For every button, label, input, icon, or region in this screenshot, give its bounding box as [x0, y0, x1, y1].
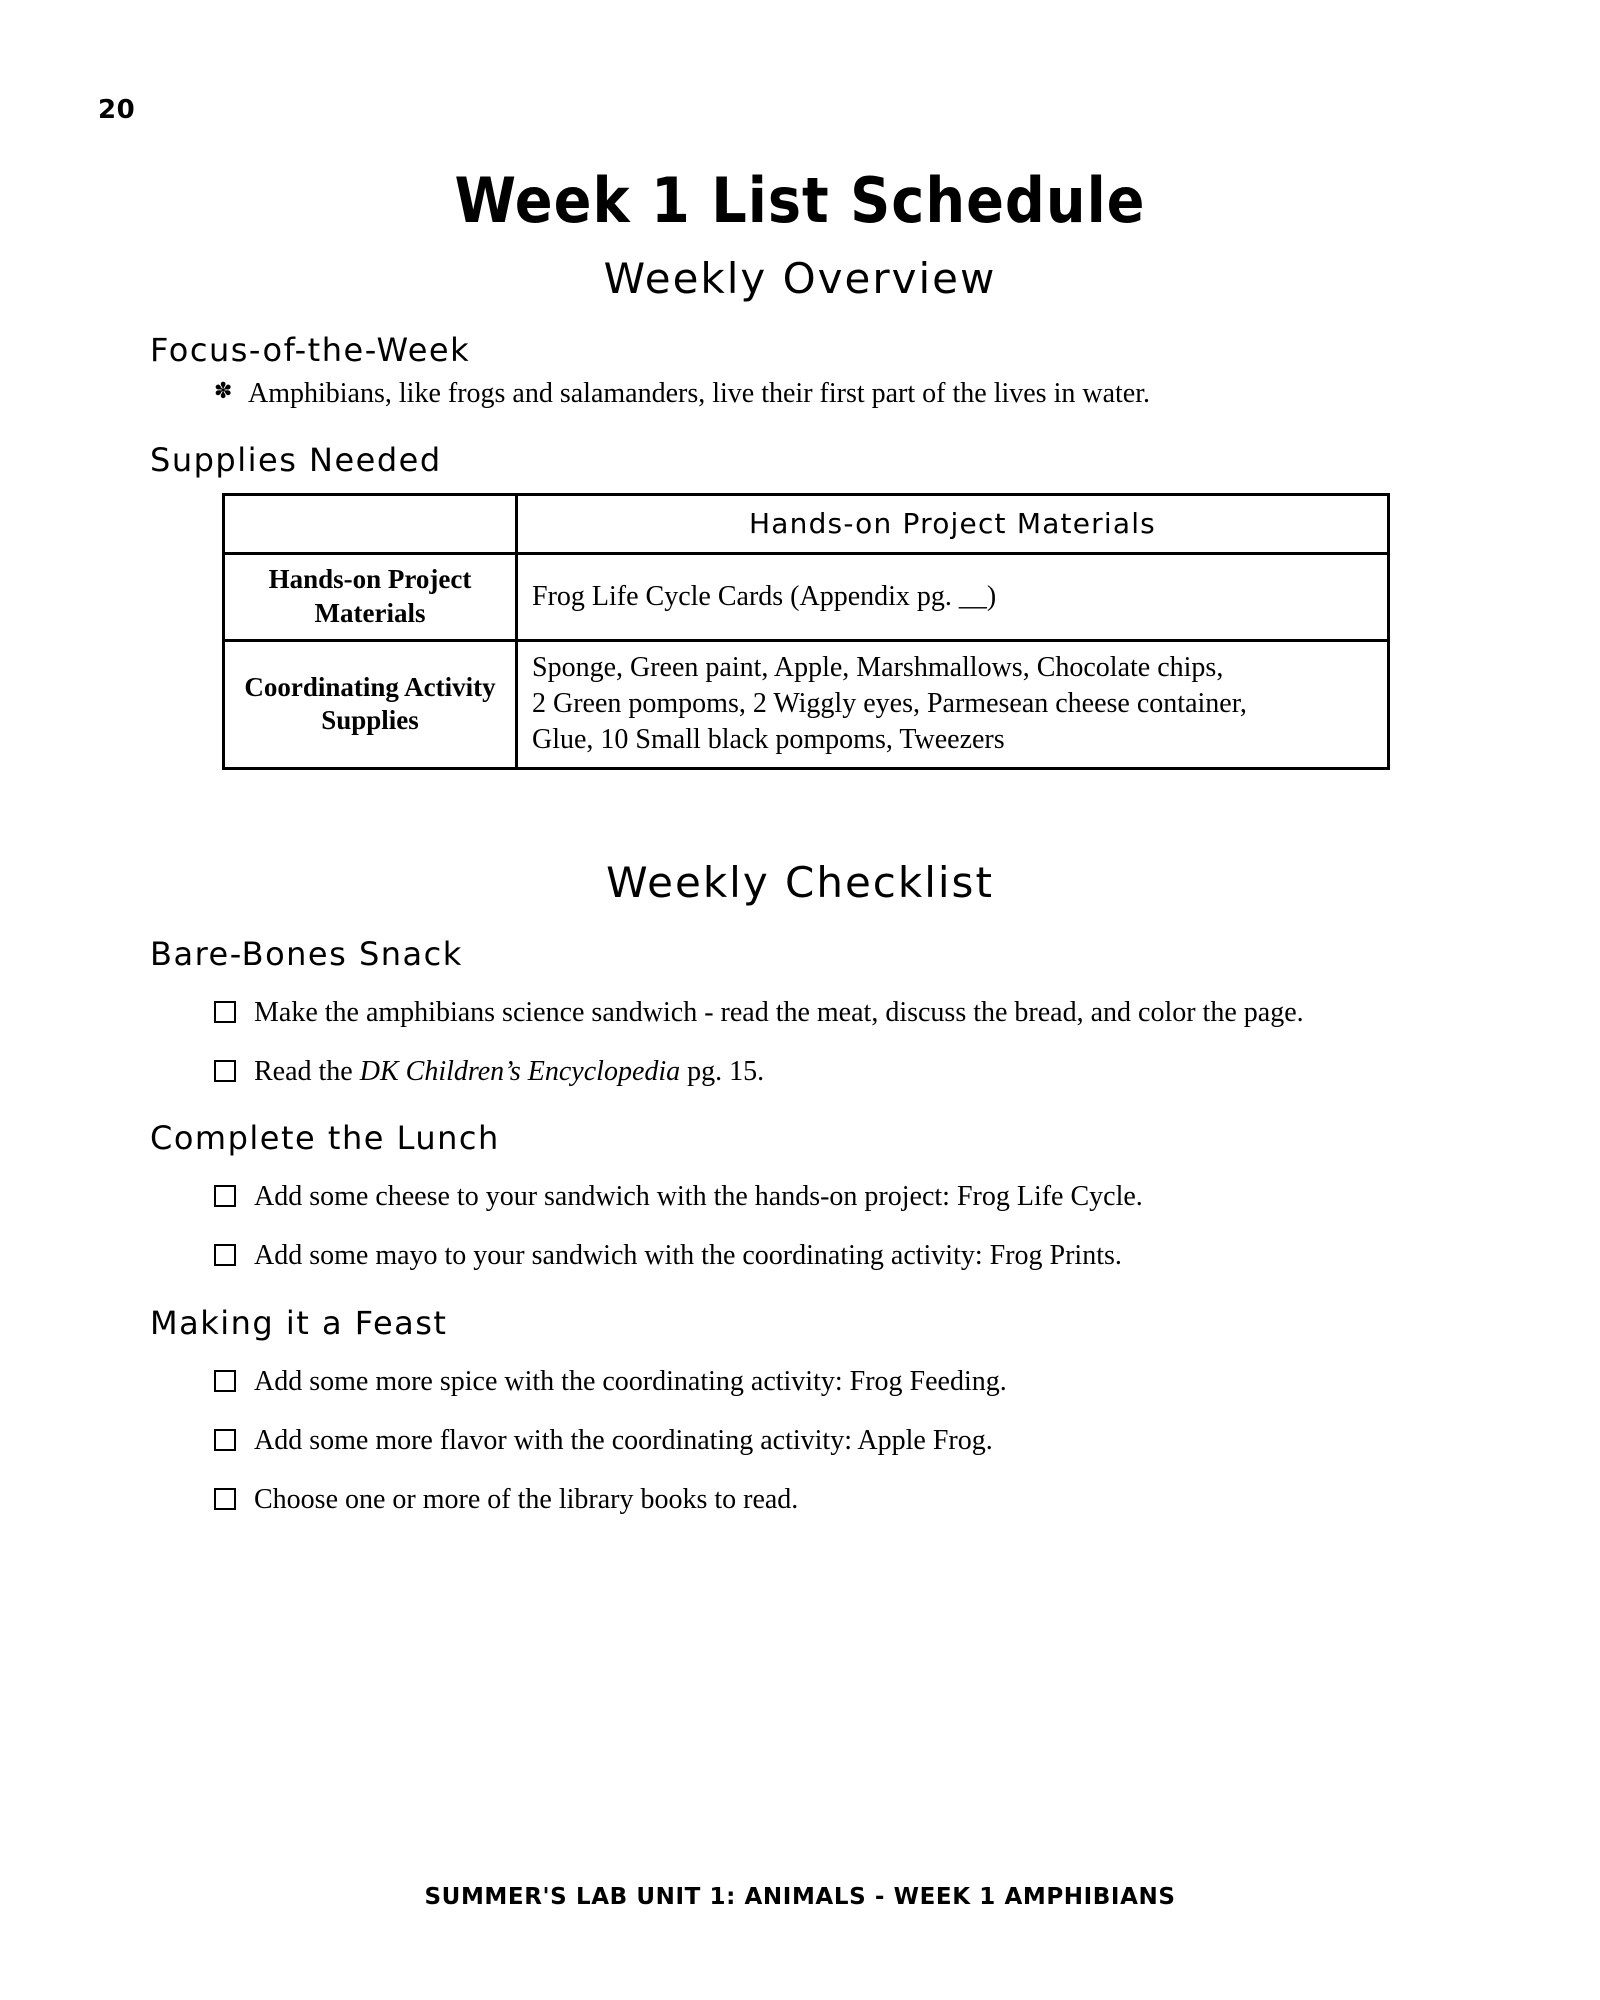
- item-text: Read the: [254, 1056, 360, 1088]
- focus-of-the-week-heading: Focus-of-the-Week: [150, 331, 471, 369]
- overview-section: [0, 331, 1600, 770]
- checkbox-icon[interactable]: [214, 1429, 236, 1451]
- group-heading-bare-bones-snack: Bare-Bones Snack: [150, 934, 463, 973]
- focus-text: Amphibians, like frogs and salamanders, live their first part of the lives in water.: [248, 378, 1150, 409]
- row-line: Sponge, Green paint, Apple, Marshmallows, Chocolate chips,: [532, 651, 1224, 683]
- checkbox-icon[interactable]: [214, 1185, 236, 1207]
- list-item-label: [254, 1421, 1340, 1460]
- checkbox-icon[interactable]: [214, 1370, 236, 1392]
- item-italic: DK Children’s Encyclopedia: [359, 1056, 681, 1088]
- item-text: Add some more flavor with the coordinating activity: Apple Frog.: [254, 1424, 993, 1456]
- checklist-section: [0, 935, 1600, 1519]
- list-item[interactable]: [0, 1480, 1480, 1519]
- list-item-label: [254, 1480, 1340, 1519]
- list-item[interactable]: [0, 1236, 1480, 1275]
- checkbox-icon[interactable]: [214, 1488, 236, 1510]
- row-line: Glue, 10 Small black pompoms, Tweezers: [532, 724, 1005, 756]
- table-row: [224, 494, 1389, 553]
- item-text-post: pg. 15.: [680, 1056, 765, 1088]
- checkbox-icon[interactable]: [214, 1244, 236, 1266]
- item-text: Choose one or more of the library books to read.: [254, 1483, 799, 1515]
- row-line: Frog Life Cycle Cards (Appendix pg. __): [532, 580, 997, 612]
- item-text: Add some cheese to your sandwich with the hands-on project: Frog Life Cycle.: [254, 1181, 1143, 1213]
- list-item-label: [254, 1236, 1340, 1275]
- page-footer: SUMMER'S LAB UNIT 1: ANIMALS - WEEK 1 AMPHIBIANS: [424, 1884, 1176, 1910]
- group-heading-making-it-a-feast: Making it a Feast: [150, 1303, 448, 1342]
- list-item-label: [254, 1362, 1340, 1401]
- row-line: 2 Green pompoms, 2 Wiggly eyes, Parmesean cheese container,: [532, 688, 1247, 720]
- list-item-label: [254, 993, 1340, 1032]
- row-label-hands-on: Hands-on Project Materials: [224, 554, 517, 641]
- table-header-materials: Hands-on Project Materials: [517, 494, 1389, 553]
- item-text: Add some mayo to your sandwich with the coordinating activity: Frog Prints.: [254, 1240, 1122, 1272]
- page-title: Week 1 List Schedule: [454, 164, 1146, 237]
- list-item[interactable]: [0, 1052, 1480, 1091]
- table-row: [224, 554, 1389, 641]
- flower-bullet-icon: ✽: [214, 379, 233, 404]
- row-value-hands-on: [517, 554, 1389, 641]
- focus-bullet: [0, 375, 1480, 413]
- list-item[interactable]: [0, 1421, 1480, 1460]
- item-text: Make the amphibians science sandwich - read the meat, discuss the bread, and color the page.: [254, 996, 1304, 1028]
- weekly-checklist-heading: Weekly Checklist: [606, 857, 994, 907]
- checkbox-icon[interactable]: [214, 1060, 236, 1082]
- row-value-coordinating: [517, 640, 1389, 768]
- list-item[interactable]: [0, 993, 1480, 1032]
- table-corner-blank: [224, 494, 517, 553]
- list-item-label: [254, 1177, 1340, 1216]
- supplies-needed-heading: Supplies Needed: [150, 440, 442, 479]
- list-item-label: [254, 1052, 1340, 1091]
- weekly-overview-heading: Weekly Overview: [603, 254, 997, 303]
- page-number: 20: [98, 95, 136, 125]
- supplies-table: [222, 493, 1390, 770]
- group-heading-complete-the-lunch: Complete the Lunch: [150, 1119, 500, 1158]
- list-item[interactable]: [0, 1177, 1480, 1216]
- table-row: [224, 640, 1389, 768]
- row-label-coordinating: Coordinating Activity Supplies: [224, 640, 517, 768]
- list-item[interactable]: [0, 1362, 1480, 1401]
- checkbox-icon[interactable]: [214, 1001, 236, 1023]
- item-text: Add some more spice with the coordinating activity: Frog Feeding.: [254, 1365, 1007, 1397]
